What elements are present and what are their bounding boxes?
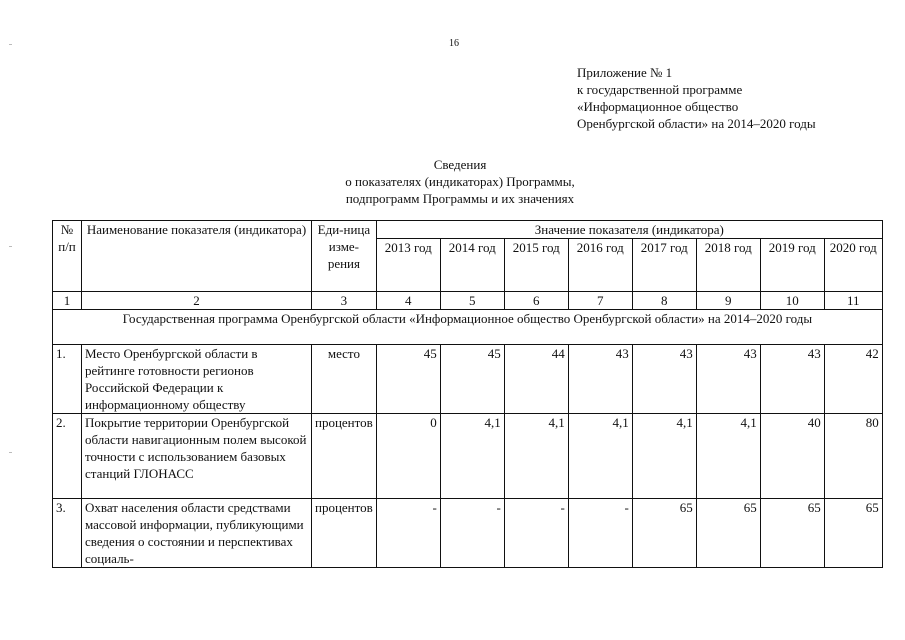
appendix-line: «Информационное общество bbox=[577, 99, 739, 114]
column-number: 10 bbox=[760, 292, 824, 310]
row-value: 0 bbox=[376, 414, 440, 499]
row-num: 2. bbox=[53, 414, 82, 499]
row-value: 40 bbox=[760, 414, 824, 499]
scan-mark bbox=[9, 452, 12, 453]
row-num: 1. bbox=[53, 345, 82, 414]
table-row bbox=[53, 499, 883, 568]
column-number: 4 bbox=[376, 292, 440, 310]
appendix-line: Приложение № 1 bbox=[577, 65, 673, 80]
row-value: - bbox=[376, 499, 440, 568]
table-row bbox=[53, 345, 883, 414]
row-value: 43 bbox=[696, 345, 760, 414]
header-num: № п/п bbox=[53, 221, 82, 292]
header-year: 2020 год bbox=[824, 239, 882, 292]
row-num: 3. bbox=[53, 499, 82, 568]
header-year: 2014 год bbox=[440, 239, 504, 292]
header-year: 2017 год bbox=[632, 239, 696, 292]
row-value: 80 bbox=[824, 414, 882, 499]
column-number: 1 bbox=[53, 292, 82, 310]
row-value: 4,1 bbox=[568, 414, 632, 499]
column-number: 3 bbox=[312, 292, 377, 310]
column-number: 11 bbox=[824, 292, 882, 310]
header-year: 2019 год bbox=[760, 239, 824, 292]
row-value: - bbox=[504, 499, 568, 568]
column-number: 7 bbox=[568, 292, 632, 310]
header-unit: Еди-ница изме-рения bbox=[312, 221, 377, 292]
row-value: 44 bbox=[504, 345, 568, 414]
scan-mark bbox=[9, 44, 12, 45]
row-unit: процентов bbox=[312, 414, 377, 499]
column-number: 2 bbox=[82, 292, 312, 310]
appendix-header bbox=[577, 64, 816, 132]
row-value: 43 bbox=[632, 345, 696, 414]
row-value: 65 bbox=[632, 499, 696, 568]
row-name: Место Оренбургской области в рейтинге готовности регионов Российской Федерации к информационному обществу bbox=[82, 345, 312, 414]
row-value: - bbox=[568, 499, 632, 568]
header-row bbox=[53, 221, 883, 239]
row-unit: место bbox=[312, 345, 377, 414]
table-row bbox=[53, 414, 883, 499]
column-number: 5 bbox=[440, 292, 504, 310]
header-values-group: Значение показателя (индикатора) bbox=[376, 221, 882, 239]
row-value: 43 bbox=[568, 345, 632, 414]
row-value: 45 bbox=[376, 345, 440, 414]
row-name: Охват населения области средствами массовой информации, публикующими сведения о состоянии и перспективах социаль- bbox=[82, 499, 312, 568]
header-year: 2016 год bbox=[568, 239, 632, 292]
indicators-table bbox=[52, 220, 883, 568]
row-name: Покрытие территории Оренбургской области навигационным полем высокой точности с использованием базовых станций ГЛОНАСС bbox=[82, 414, 312, 499]
appendix-line: к государственной программе bbox=[577, 82, 743, 97]
column-number-row bbox=[53, 292, 883, 310]
row-value: 42 bbox=[824, 345, 882, 414]
row-value: 4,1 bbox=[440, 414, 504, 499]
row-value: 4,1 bbox=[632, 414, 696, 499]
header-year: 2018 год bbox=[696, 239, 760, 292]
row-unit: процентов bbox=[312, 499, 377, 568]
page-number: 16 bbox=[449, 38, 459, 49]
section-row bbox=[53, 310, 883, 345]
header-name: Наименование показателя (индикатора) bbox=[82, 221, 312, 292]
row-value: 65 bbox=[824, 499, 882, 568]
row-value: 65 bbox=[760, 499, 824, 568]
section-title: Государственная программа Оренбургской области «Информационное общество Оренбургской области» на 2014–2020 годы bbox=[53, 310, 883, 345]
row-value: 65 bbox=[696, 499, 760, 568]
column-number: 9 bbox=[696, 292, 760, 310]
column-number: 8 bbox=[632, 292, 696, 310]
title-line: Сведения bbox=[433, 157, 487, 172]
row-value: - bbox=[440, 499, 504, 568]
row-value: 4,1 bbox=[696, 414, 760, 499]
document-title bbox=[260, 156, 660, 207]
header-year: 2015 год bbox=[504, 239, 568, 292]
header-year: 2013 год bbox=[376, 239, 440, 292]
title-line: о показателях (индикаторах) Программы, bbox=[345, 174, 575, 189]
row-value: 4,1 bbox=[504, 414, 568, 499]
appendix-line: Оренбургской области» на 2014–2020 годы bbox=[577, 116, 816, 131]
row-value: 45 bbox=[440, 345, 504, 414]
title-line: подпрограмм Программы и их значениях bbox=[345, 191, 575, 206]
column-number: 6 bbox=[504, 292, 568, 310]
row-value: 43 bbox=[760, 345, 824, 414]
scan-mark bbox=[9, 246, 12, 247]
